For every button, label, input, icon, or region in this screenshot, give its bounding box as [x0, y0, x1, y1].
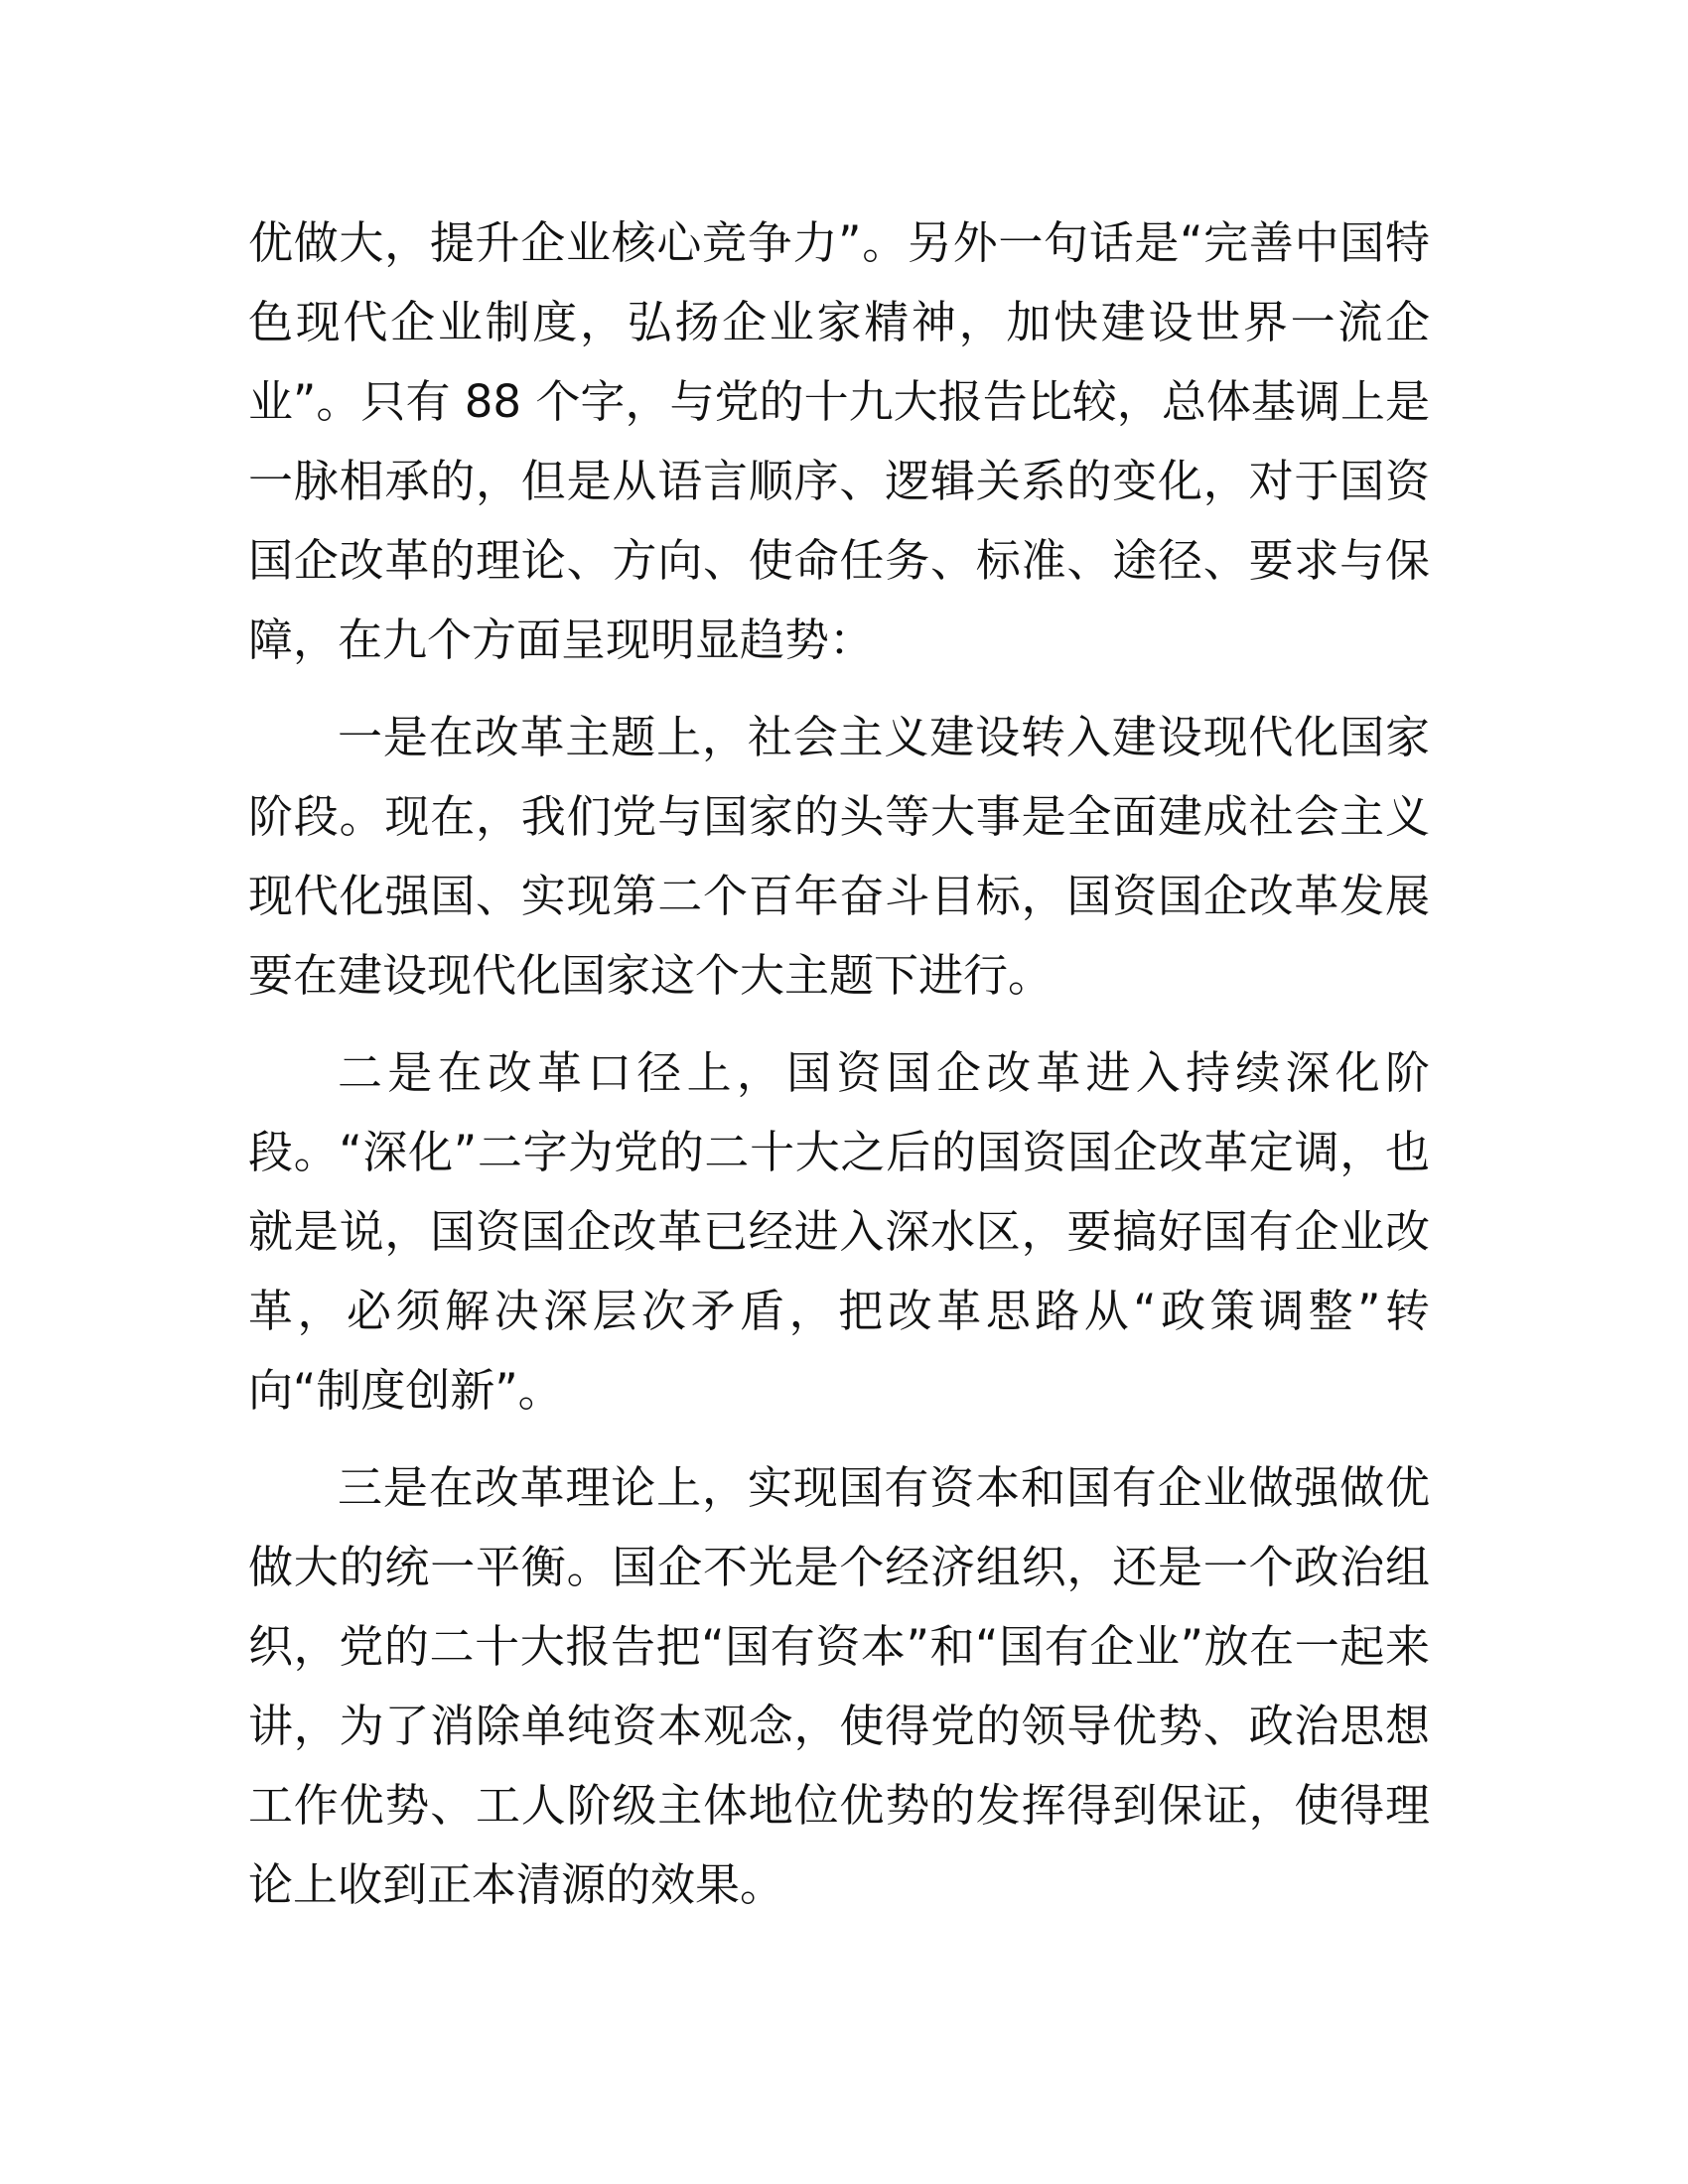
document-page: [248, 204, 1430, 1943]
paragraph-continuation: 优做大，提升企业核心竞争力”。另外一句话是“完善中国特色现代企业制度，弘扬企业家精神，加快建设世界一流企业”。只有 88 个字，与党的十九大报告比较，总体基调上是一脉相承的，但是从语言顺序、逻辑关系的变化，对于国资国企改革的理论、方向、使命任务、标准、途径、要求与保障，在九个方面呈现明显趋势：: [248, 216, 1430, 666]
paragraph-reform-theory: 三是在改革理论上，实现国有资本和国有企业做强做优做大的统一平衡。国企不光是个经济组织，还是一个政治组织，党的二十大报告把“国有资本”和“国有企业”放在一起来讲，为了消除单纯资本观念，使得党的领导优势、政治思想工作优势、工人阶级主体地位优势的发挥得到保证，使得理论上收到正本清源的效果。: [248, 1461, 1430, 1911]
paragraph-reform-scope: 二是在改革口径上，国资国企改革进入持续深化阶段。“深化”二字为党的二十大之后的国资国企改革定调，也就是说，国资国企改革已经进入深水区，要搞好国有企业改革，必须解决深层次矛盾，把改革思路从“政策调整”转向“制度创新”。: [248, 1046, 1430, 1417]
paragraph-reform-theme: 一是在改革主题上，社会主义建设转入建设现代化国家阶段。现在，我们党与国家的头等大事是全面建成社会主义现代化强国、实现第二个百年奋斗目标，国资国企改革发展要在建设现代化国家这个大主题下进行。: [248, 711, 1430, 1002]
